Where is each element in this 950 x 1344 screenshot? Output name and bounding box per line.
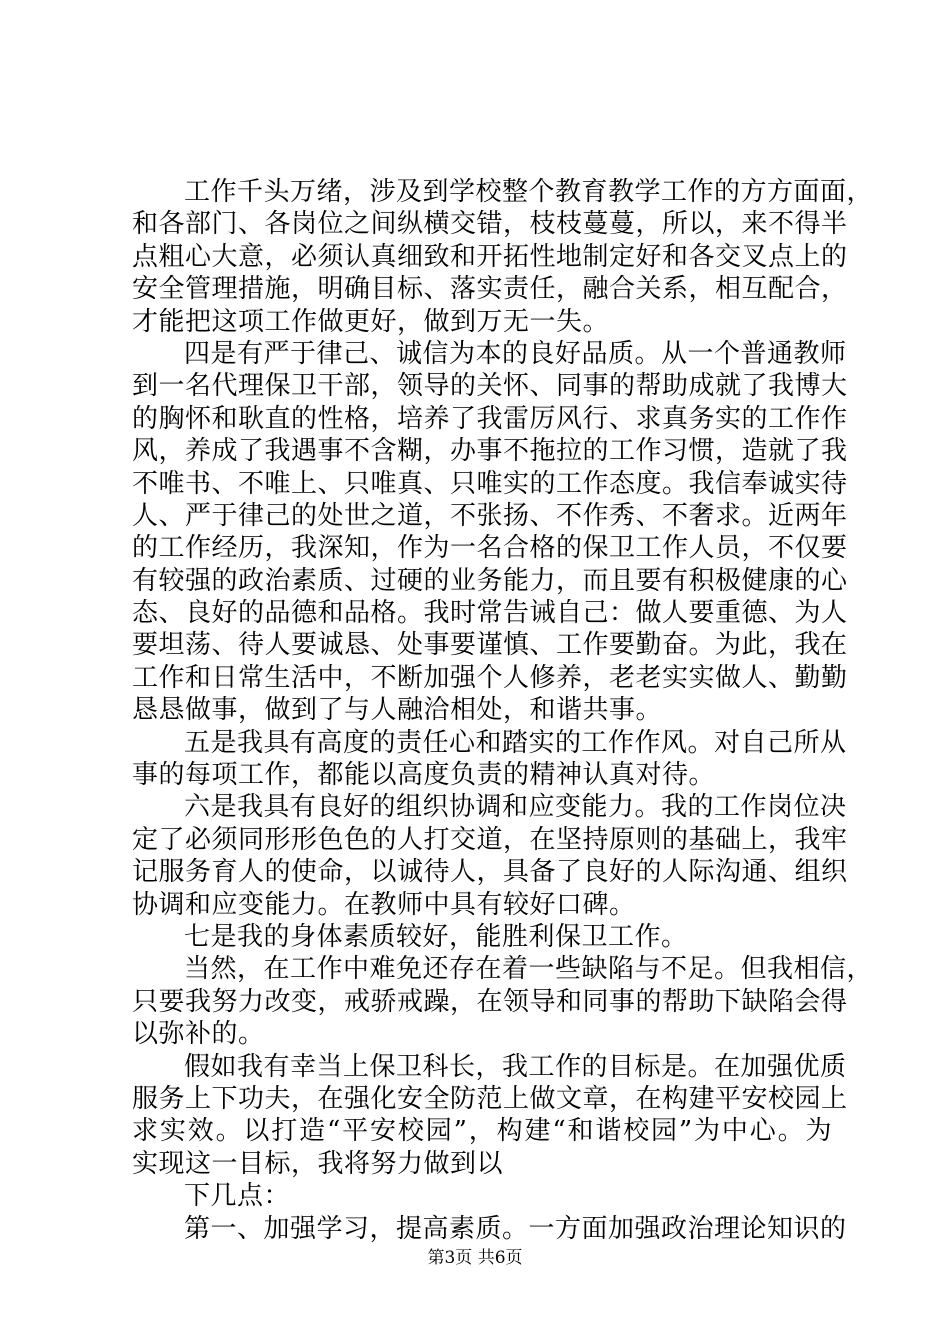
- text-line: 不唯书、不唯上、只唯真、只唯实的工作态度。我信奉诚实待: [132, 468, 848, 499]
- text-line: 恳恳做事，做到了与人融洽相处，和谐共事。: [132, 695, 663, 726]
- text-line: 六是我具有良好的组织协调和应变能力。我的工作岗位决: [184, 792, 847, 823]
- text-line: 工作和日常生活中，不断加强个人修养，老老实实做人、勤勤: [132, 662, 848, 693]
- text-line: 才能把这项工作做更好，做到万无一失。: [132, 306, 610, 337]
- text-line: 有较强的政治素质、过硬的业务能力，而且要有积极健康的心: [132, 565, 848, 596]
- text-line: 工作千头万绪，涉及到学校整个教育教学工作的方方面面，: [184, 177, 874, 207]
- text-line: 以弥补的。: [132, 1019, 265, 1050]
- text-line: 第一、加强学习，提高素质。一方面加强政治理论知识的: [184, 1213, 847, 1244]
- text-line: 的工作经历，我深知，作为一名合格的保卫工作人员，不仅要: [132, 533, 848, 564]
- text-line: 态、良好的品德和品格。我时常告诫自己：做人要重德、为人: [132, 598, 848, 629]
- text-line: 实现这一目标，我将努力做到以: [132, 1148, 504, 1179]
- page-number-footer: 第3页 共6页: [427, 1248, 523, 1268]
- text-line: 安全管理措施，明确目标、落实责任，融合关系，相互配合，: [132, 274, 848, 305]
- text-line: 风，养成了我遇事不含糊，办事不拖拉的工作习惯，造就了我: [132, 436, 848, 467]
- text-line: 服务上下功夫，在强化安全防范上做文章，在构建平安校园上: [132, 1083, 848, 1114]
- text-line: 求实效。以打造“平安校园”，构建“和谐校园”为中心。为: [132, 1116, 832, 1147]
- text-line: 只要我努力改变，戒骄戒躁，在领导和同事的帮助下缺陷会得: [132, 986, 848, 1017]
- text-line: 协调和应变能力。在教师中具有较好口碑。: [132, 889, 636, 920]
- text-line: 假如我有幸当上保卫科长，我工作的目标是。在加强优质: [184, 1051, 847, 1082]
- text-line: 的胸怀和耿直的性格，培养了我雷厉风行、求真务实的工作作: [132, 403, 848, 434]
- text-line: 四是有严于律己、诚信为本的良好品质。从一个普通教师: [184, 338, 847, 369]
- text-line: 要坦荡、待人要诚恳、处事要谨慎、工作要勤奋。为此，我在: [132, 630, 848, 661]
- text-line: 五是我具有高度的责任心和踏实的工作作风。对自己所从: [184, 727, 847, 758]
- text-line: 人、严于律己的处世之道，不张扬、不作秀、不奢求。近两年: [132, 500, 848, 531]
- text-line: 定了必须同形形色色的人打交道，在坚持原则的基础上，我牢: [132, 824, 848, 855]
- document-body: [132, 176, 874, 1245]
- text-line: 事的每项工作，都能以高度负责的精神认真对待。: [132, 760, 716, 791]
- text-line: 下几点：: [184, 1181, 291, 1212]
- text-line: 七是我的身体素质较好，能胜利保卫工作。: [184, 921, 688, 952]
- text-line: 点粗心大意，必须认真细致和开拓性地制定好和各交叉点上的: [132, 241, 848, 272]
- text-line: 到一名代理保卫干部，领导的关怀、同事的帮助成就了我博大: [132, 371, 848, 402]
- text-line: 当然，在工作中难免还存在着一些缺陷与不足。但我相信，: [184, 954, 874, 985]
- text-line: 记服务育人的使命，以诚待人，具备了良好的人际沟通、组织: [132, 857, 848, 888]
- text-line: 和各部门、各岗位之间纵横交错，枝枝蔓蔓，所以，来不得半: [132, 209, 848, 240]
